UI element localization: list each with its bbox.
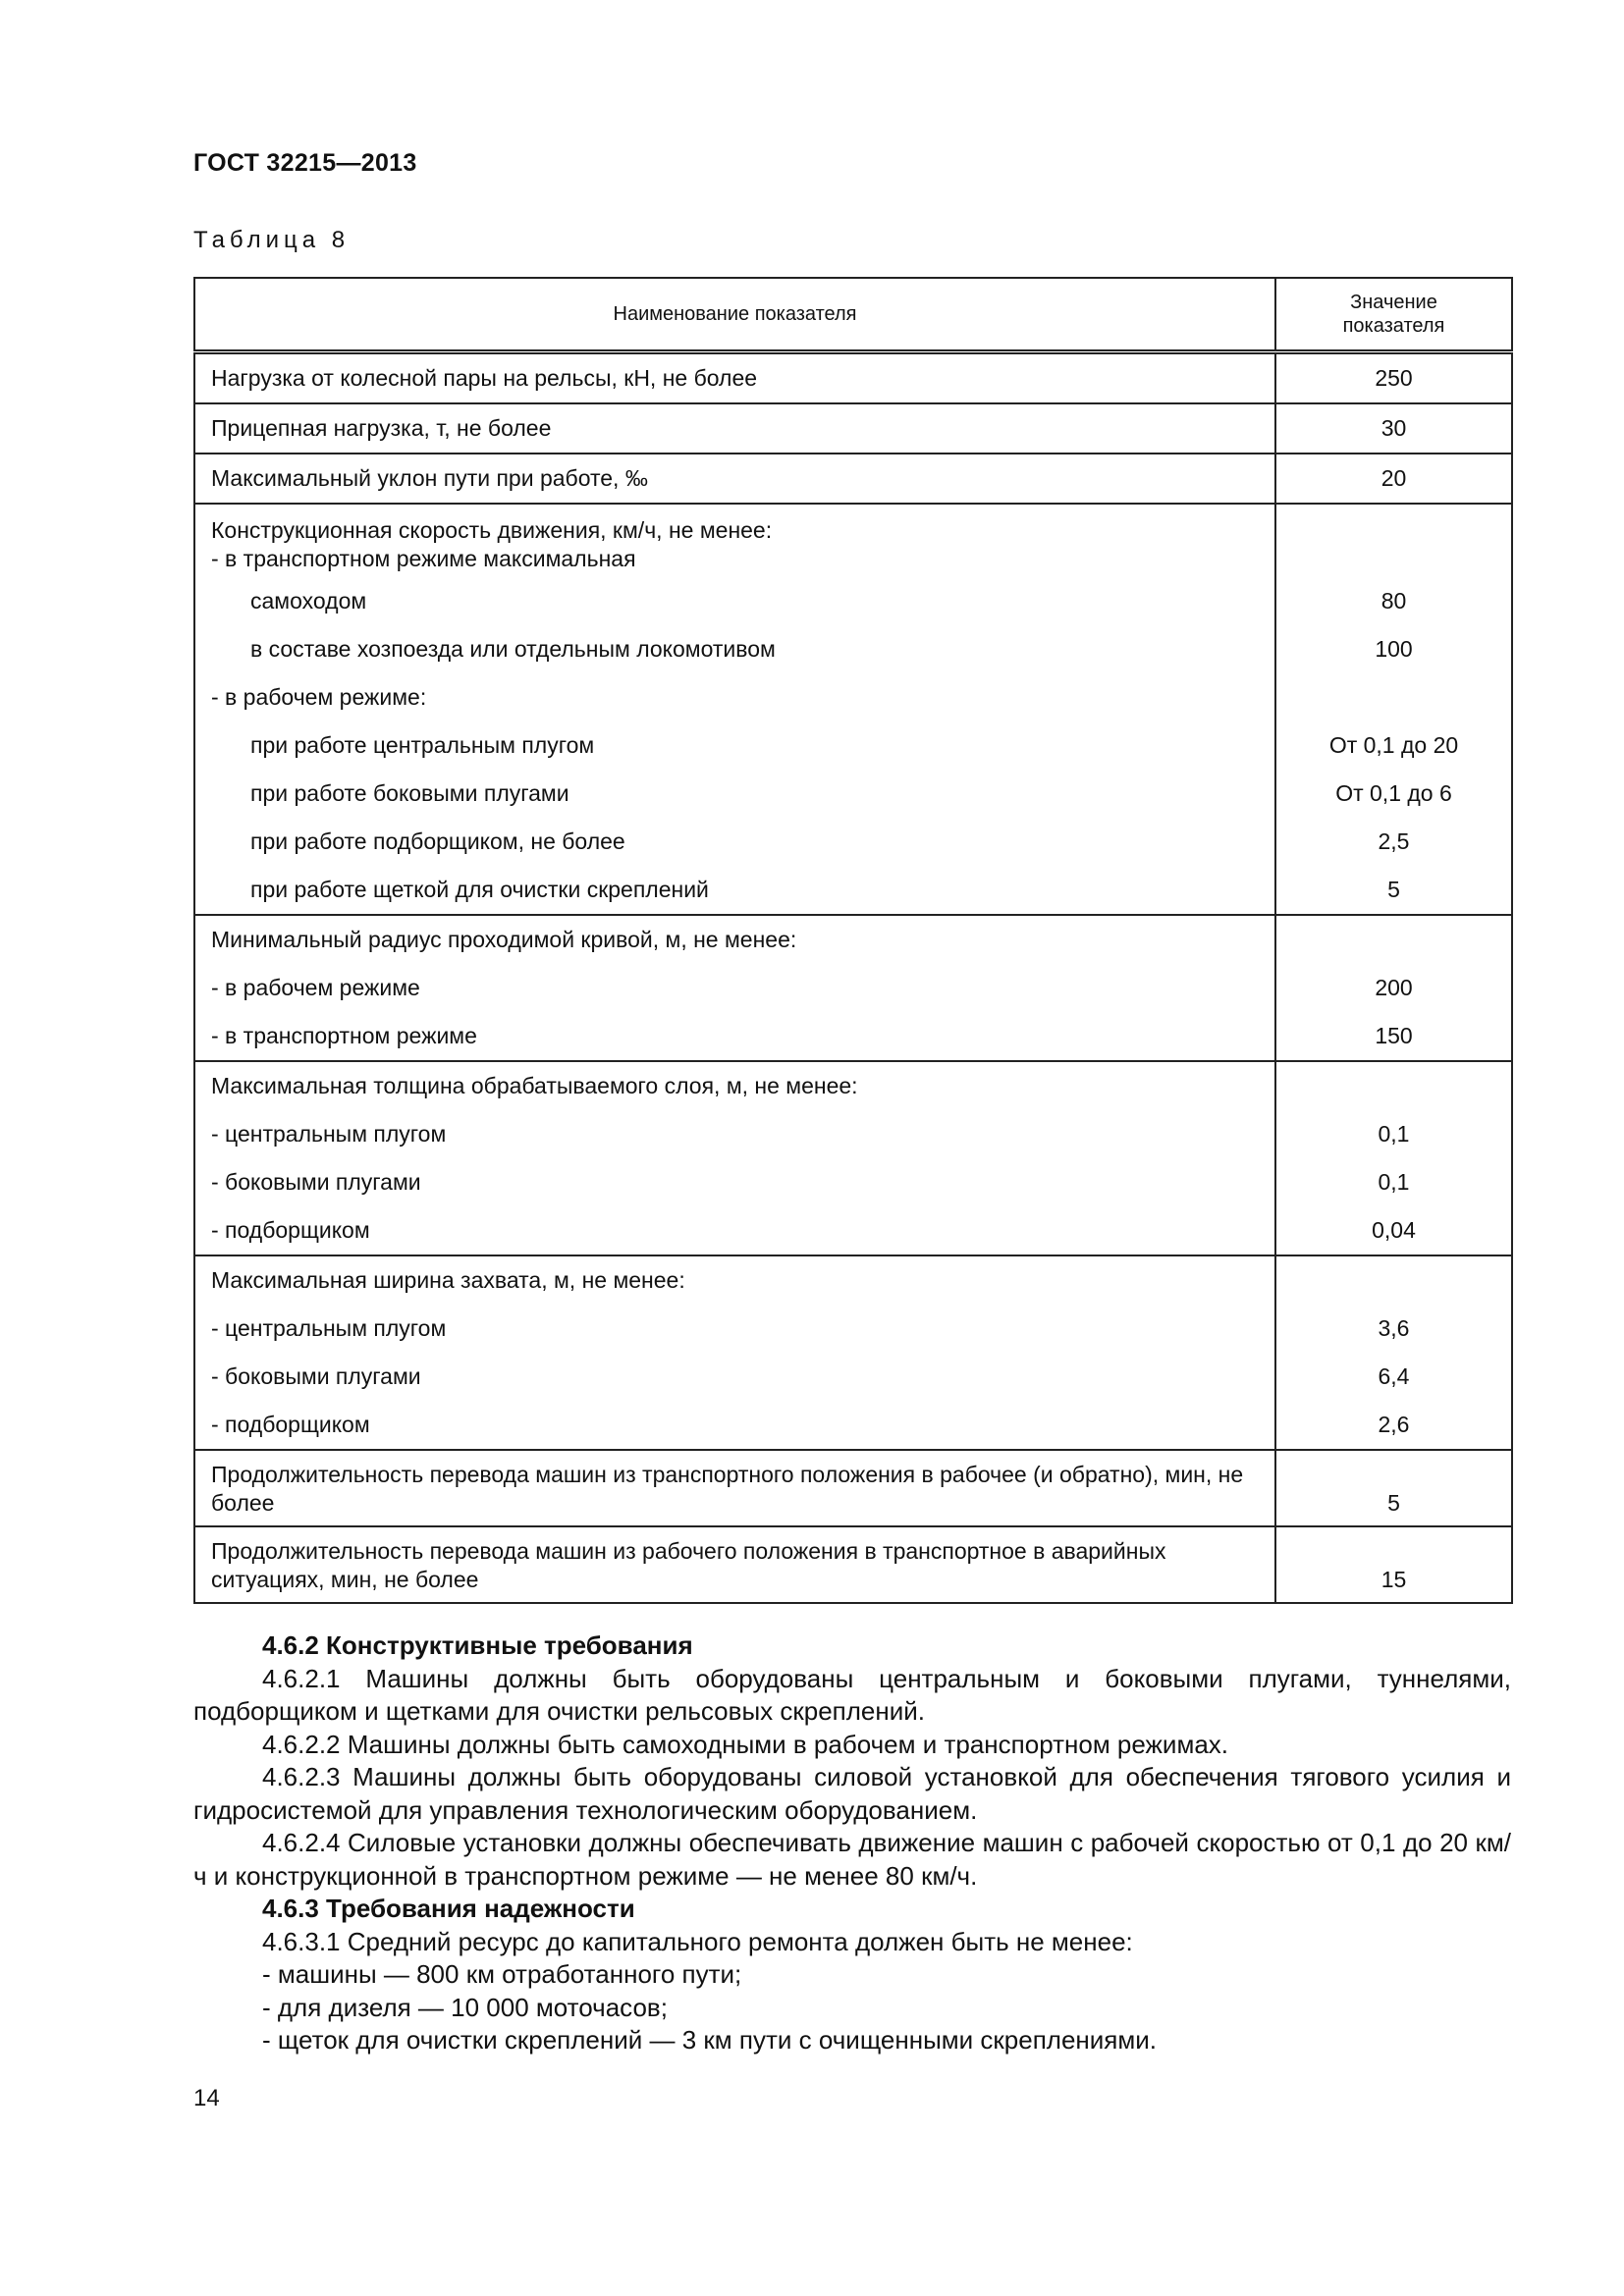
- section-heading: 4.6.3 Требования надежности: [262, 1894, 635, 1923]
- paragraph: 4.6.2.1 Машины должны быть оборудованы центральным и боковыми плугами, туннелями, подборщиком и щетками для очистки рельсовых скреплений.: [193, 1663, 1511, 1726]
- table-row: [194, 915, 1512, 1061]
- specification-table: [193, 277, 1513, 1604]
- indicator-value: 30: [1380, 415, 1407, 441]
- table-row: [194, 1061, 1512, 1255]
- indicator-name: самоходом: [250, 588, 367, 614]
- table-row: [194, 1255, 1512, 1450]
- indicator-name-cell: [194, 1450, 1275, 1526]
- indicator-value: От 0,1 до 6: [1335, 780, 1452, 806]
- indicator-value: От 0,1 до 20: [1328, 732, 1459, 758]
- indicator-name: - подборщиком: [211, 1412, 370, 1437]
- indicator-name: Максимальный уклон пути при работе, ‰: [211, 465, 648, 491]
- indicator-name-cell: [194, 1526, 1275, 1603]
- table-row: [194, 454, 1512, 504]
- indicator-value: 2,6: [1378, 1412, 1410, 1437]
- paragraph: 4.6.2.2 Машины должны быть самоходными в рабочем и транспортном режимах.: [262, 1729, 1229, 1759]
- table-row: [194, 352, 1512, 404]
- indicator-name: Прицепная нагрузка, т, не более: [211, 415, 552, 441]
- indicator-value: 150: [1375, 1023, 1413, 1048]
- indicator-value: 5: [1387, 877, 1400, 902]
- indicator-name: при работе боковыми плугами: [250, 780, 569, 806]
- table-body: [194, 352, 1512, 1604]
- group-title-block: [195, 505, 1274, 577]
- indicator-name: - центральным плугом: [211, 1121, 447, 1147]
- indicator-value: 250: [1375, 365, 1413, 391]
- indicator-name: при работе щеткой для очистки скреплений: [250, 877, 709, 902]
- indicator-name: - боковыми плугами: [211, 1169, 421, 1195]
- table-caption: Таблица 8: [193, 227, 351, 253]
- indicator-value-cell: [1275, 1450, 1512, 1526]
- indicator-value-cell: [1275, 504, 1512, 915]
- indicator-name-cell: [194, 454, 1275, 504]
- indicator-name: в составе хозпоезда или отдельным локомотивом: [250, 636, 776, 662]
- paragraph: 4.6.2.3 Машины должны быть оборудованы силовой установкой для обеспечения тягового усилия и гидросистемой для управления технологическим оборудованием.: [193, 1762, 1511, 1825]
- section-heading: 4.6.2 Конструктивные требования: [262, 1630, 693, 1660]
- indicator-name-cell: [194, 1061, 1275, 1255]
- indicator-name: Продолжительность перевода машин из транспортного положения в рабочее (и обратно), мин, не более: [211, 1462, 1244, 1516]
- indicator-value: 15: [1380, 1567, 1407, 1592]
- document-header: ГОСТ 32215—2013: [193, 149, 417, 177]
- indicator-value: 0,1: [1378, 1169, 1410, 1195]
- indicator-name: - в рабочем режиме:: [211, 684, 427, 710]
- value-spacer: [1276, 505, 1511, 577]
- table-row: [194, 403, 1512, 454]
- indicator-value: 100: [1375, 636, 1413, 662]
- body-text: [193, 1629, 1511, 2057]
- page-number: 14: [193, 2085, 220, 2111]
- indicator-name-cell: [194, 352, 1275, 404]
- table-row: [194, 504, 1512, 915]
- group-subtitle: - в транспортном режиме максимальная: [211, 546, 636, 571]
- indicator-value: [1276, 673, 1511, 721]
- group-title: Максимальная ширина захвата, м, не менее:: [211, 1267, 685, 1293]
- indicator-value: 3,6: [1378, 1315, 1410, 1341]
- group-title: Конструкционная скорость движения, км/ч, не менее:: [211, 517, 773, 543]
- value-spacer: [1276, 1256, 1511, 1305]
- indicator-name: Продолжительность перевода машин из рабочего положения в транспортное в аварийных ситуациях, мин, не более: [211, 1538, 1166, 1592]
- indicator-name: - подборщиком: [211, 1217, 370, 1243]
- indicator-value-cell: [1275, 1526, 1512, 1603]
- indicator-value-cell: [1275, 915, 1512, 1061]
- indicator-name: при работе центральным плугом: [250, 732, 595, 758]
- table-header-row: [194, 278, 1512, 352]
- paragraph: - машины — 800 км отработанного пути;: [262, 1959, 742, 1989]
- paragraph: 4.6.3.1 Средний ресурс до капитального ремонта должен быть не менее:: [262, 1926, 1133, 1956]
- column-header-value: Значение показателя: [1275, 278, 1512, 352]
- indicator-name-cell: [194, 403, 1275, 454]
- indicator-value: 20: [1380, 465, 1407, 491]
- indicator-value: 0,04: [1372, 1217, 1416, 1243]
- indicator-value: 200: [1375, 975, 1413, 1000]
- indicator-name: - боковыми плугами: [211, 1363, 421, 1389]
- paragraph: - щеток для очистки скреплений — 3 км пути с очищенными скреплениями.: [262, 2025, 1157, 2055]
- indicator-value: 80: [1380, 588, 1407, 614]
- indicator-name-cell: [194, 1255, 1275, 1450]
- group-title: Минимальный радиус проходимой кривой, м, не менее:: [211, 927, 797, 952]
- value-spacer: [1276, 916, 1511, 964]
- value-spacer: [1276, 1062, 1511, 1110]
- paragraph: 4.6.2.4 Силовые установки должны обеспечивать движение машин с рабочей скоростью от 0,1 до 20 км/ч и конструкционной в транспортном режиме — не менее 80 км/ч.: [193, 1828, 1511, 1891]
- indicator-value: 6,4: [1378, 1363, 1410, 1389]
- indicator-name: - в рабочем режиме: [211, 975, 420, 1000]
- paragraph: - для дизеля — 10 000 моточасов;: [262, 1992, 668, 2022]
- indicator-name-cell: [194, 504, 1275, 915]
- indicator-value-cell: [1275, 1061, 1512, 1255]
- group-title: Максимальная толщина обрабатываемого слоя, м, не менее:: [211, 1073, 858, 1098]
- table-row: [194, 1526, 1512, 1603]
- column-header-name: Наименование показателя: [194, 278, 1275, 352]
- indicator-value-cell: [1275, 454, 1512, 504]
- indicator-name-cell: [194, 915, 1275, 1061]
- indicator-name: - центральным плугом: [211, 1315, 447, 1341]
- indicator-name: Нагрузка от колесной пары на рельсы, кН, не более: [211, 365, 758, 391]
- indicator-value-cell: [1275, 403, 1512, 454]
- indicator-value: 5: [1387, 1490, 1400, 1516]
- indicator-value: 2,5: [1378, 828, 1410, 854]
- indicator-name: - в транспортном режиме: [211, 1023, 477, 1048]
- table-row: [194, 1450, 1512, 1526]
- indicator-name: при работе подборщиком, не более: [250, 828, 625, 854]
- indicator-value-cell: [1275, 1255, 1512, 1450]
- indicator-value-cell: [1275, 352, 1512, 404]
- indicator-value: 0,1: [1378, 1121, 1410, 1147]
